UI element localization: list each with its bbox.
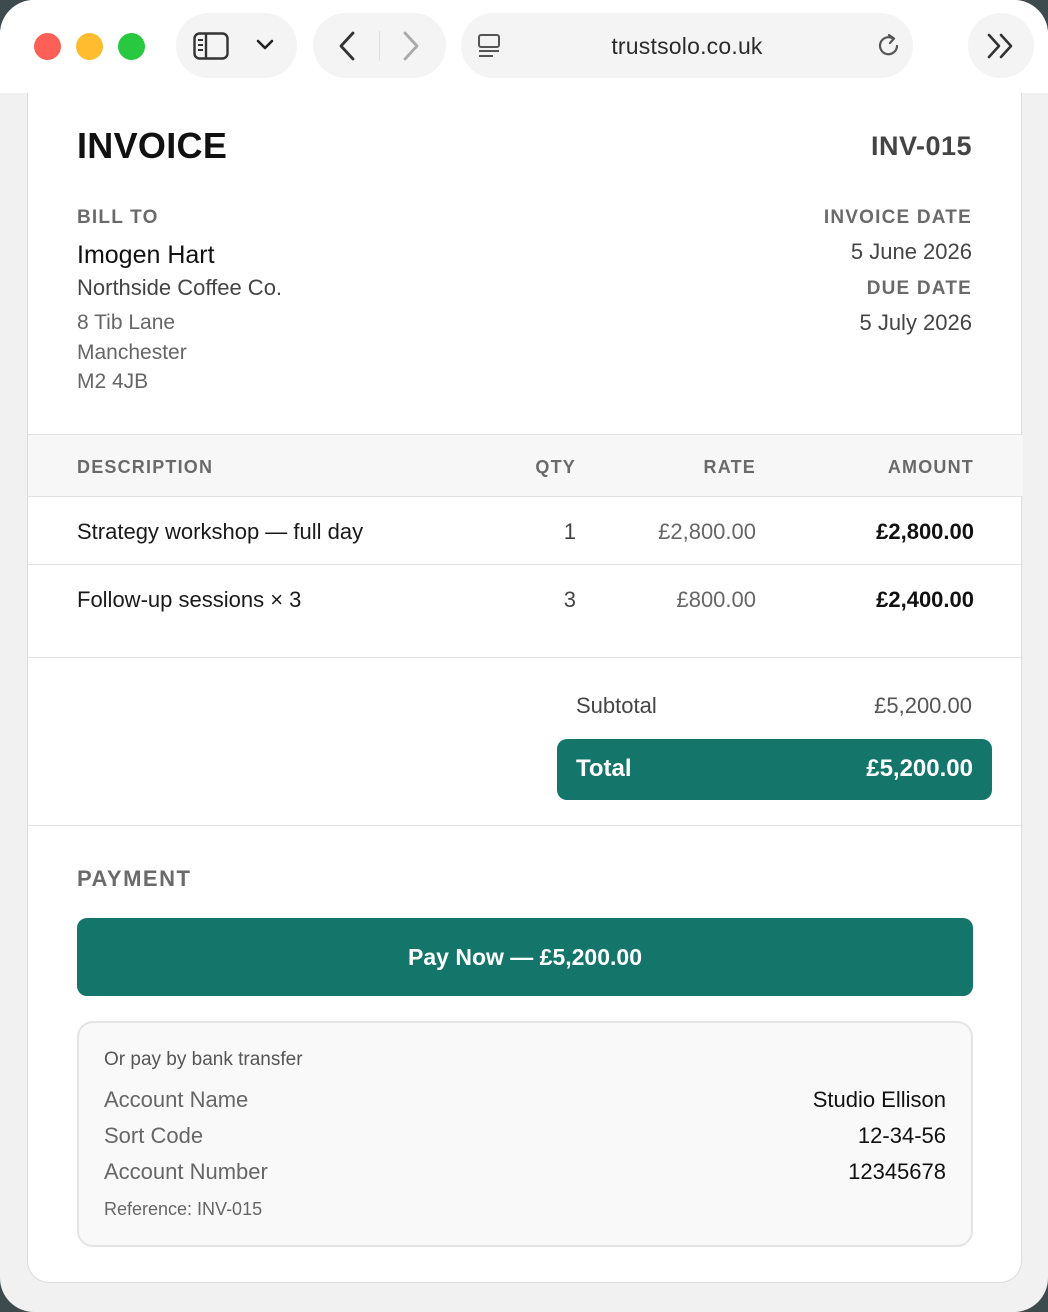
item-qty: 1 (563, 519, 576, 544)
line-items-header (28, 434, 1023, 497)
address-bar[interactable] (461, 13, 913, 78)
subtotal-label: Subtotal (576, 693, 657, 718)
bank-transfer-heading: Or pay by bank transfer (104, 1049, 303, 1070)
invoice-date-label: INVOICE DATE (823, 207, 972, 228)
maximize-window-button[interactable] (118, 33, 145, 60)
account-number-value: 12345678 (848, 1159, 946, 1184)
account-name-value: Studio Ellison (812, 1087, 946, 1112)
item-rate: £2,800.00 (658, 519, 756, 544)
invoice-number: INV-015 (870, 131, 972, 161)
sidebar-icon[interactable] (193, 32, 229, 60)
table-row (28, 497, 1023, 565)
account-name-label: Account Name (104, 1087, 249, 1112)
subtotal-value: £5,200.00 (874, 693, 972, 718)
total-value: £5,200.00 (866, 755, 973, 782)
item-description: Strategy workshop — full day (77, 519, 364, 544)
pay-now-button[interactable]: Pay Now — £5,200.00 (77, 918, 973, 996)
due-date-label: DUE DATE (866, 278, 972, 299)
client-address-line: M2 4JB (77, 370, 149, 393)
invoice-title: INVOICE (77, 125, 228, 166)
item-qty: 3 (563, 587, 576, 612)
bank-transfer-panel (77, 1021, 973, 1247)
sort-code-label: Sort Code (104, 1123, 204, 1148)
client-name: Imogen Hart (77, 241, 215, 269)
payment-reference: Reference: INV-015 (104, 1199, 263, 1219)
bill-to-label: BILL TO (77, 207, 159, 228)
nav-divider (379, 31, 380, 61)
chevron-down-icon[interactable] (256, 39, 274, 51)
more-tabs-button[interactable] (968, 13, 1034, 78)
column-header-description: DESCRIPTION (77, 457, 214, 477)
table-row (28, 565, 1023, 658)
column-header-amount: AMOUNT (887, 457, 974, 477)
sidebar-toggle-group (176, 13, 297, 78)
forward-arrow-icon[interactable] (401, 30, 421, 62)
minimize-window-button[interactable] (76, 33, 103, 60)
item-rate: £800.00 (676, 587, 756, 612)
browser-toolbar (0, 0, 1048, 93)
sort-code-value: 12-34-56 (857, 1123, 946, 1148)
section-divider (28, 825, 1023, 826)
client-address-line: 8 Tib Lane (77, 311, 176, 334)
close-window-button[interactable] (34, 33, 61, 60)
invoice-page (27, 93, 1022, 1283)
total-bar (557, 739, 992, 800)
double-chevron-right-icon (985, 32, 1017, 60)
client-company: Northside Coffee Co. (77, 275, 283, 300)
payment-section-title: PAYMENT (77, 866, 192, 891)
column-header-qty: QTY (535, 457, 576, 477)
item-amount: £2,800.00 (876, 519, 974, 544)
column-header-rate: RATE (703, 457, 756, 477)
account-number-label: Account Number (104, 1159, 268, 1184)
item-description: Follow-up sessions × 3 (77, 587, 302, 612)
url-text[interactable]: trustsolo.co.uk (611, 33, 763, 59)
reload-icon[interactable] (876, 33, 902, 59)
navigation-buttons (313, 13, 446, 78)
due-date: 5 July 2026 (859, 310, 972, 335)
invoice-date: 5 June 2026 (850, 239, 972, 264)
back-arrow-icon[interactable] (337, 30, 357, 62)
item-amount: £2,400.00 (876, 587, 974, 612)
total-label: Total (576, 755, 632, 782)
client-address-line: Manchester (77, 341, 187, 364)
